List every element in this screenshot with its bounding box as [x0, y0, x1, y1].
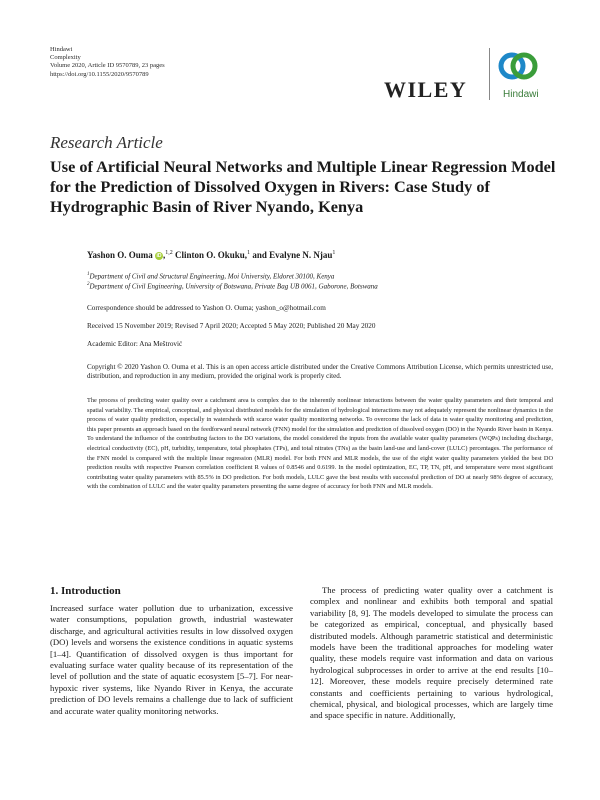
article-title: Use of Artificial Neural Networks and Multiple Linear Regression Model for the Prediction of Dissolved Oxygen in Rivers: Case Study of Hydrographic Basin of River Nyando, Kenya [50, 157, 556, 216]
orcid-icon[interactable]: iD [156, 253, 162, 259]
affiliation-sup: 2 [87, 282, 90, 287]
academic-editor: Academic Editor: Ana Meštrović [87, 340, 183, 348]
copyright-notice: Copyright © 2020 Yashon O. Ouma et al. This is an open access article distributed under the Creative Commons Attribution License, which permits unrestricted use, distribution, and reproduction in any medium, provided the original work is properly cited. [87, 363, 553, 381]
correspondence: Correspondence should be addressed to Yashon O. Ouma; yashon_o@hotmail.com [87, 304, 326, 312]
affiliation-text: Department of Civil Engineering, University of Botswana, Private Bag UB 0061, Gaborone, Botswana [89, 282, 378, 291]
affiliation [87, 272, 334, 280]
author-name[interactable]: and Evalyne N. Njau [252, 250, 333, 260]
logo-divider [489, 48, 490, 100]
author-name[interactable]: Yashon O. Ouma [87, 250, 153, 260]
affiliation-text: Department of Civil and Structural Engineering, Moi University, Eldoret 30100, Kenya [89, 272, 335, 281]
author-sup: 1 [332, 250, 336, 256]
wiley-logo: WILEY [384, 77, 468, 102]
affiliation [87, 282, 378, 290]
article-dates: Received 15 November 2019; Revised 7 April 2020; Accepted 5 May 2020; Published 20 May 2020 [87, 322, 376, 330]
journal-name: Complexity [50, 54, 81, 62]
affiliation-sup: 1 [87, 272, 90, 277]
article-type: Research Article [50, 133, 163, 152]
author-sup: 1,2 [165, 250, 173, 256]
hindawi-logo-text: Hindawi [503, 89, 539, 100]
publisher-name: Hindawi [50, 46, 73, 53]
body-column-left: Increased surface water pollution due to urbanization, excessive water consumptions, population growth, industrial wastewater discharge, and agricultural activities results in low dissolved oxygen (DO) levels and worsens the existence conditions in aquatic systems [1–4]. Quantification of dissolved oxygen is thus important for evaluating surface water quality because of its representation of the level of pollution and the state of aquatic ecosystem [5–7]. For near-hypoxic river systems, like Nyando River in Kenya, the accurate prediction of DO levels remains a challenge due to lack of sufficient and accurate water quality monitoring networks. [50, 603, 293, 716]
author-list: Yashon O. Ouma iD ,$^{1,2}$ Clinton O. Okuku,$^1$ and Evalyne N. Njau$^1$ [87, 250, 336, 260]
volume-line: Volume 2020, Article ID 9570789, 23 pages [50, 62, 165, 70]
author-name[interactable]: Clinton O. Okuku, [175, 250, 248, 260]
journal-meta [50, 46, 165, 79]
author-sup: 1 [247, 250, 251, 256]
hindawi-logo-icon [497, 50, 539, 88]
section-heading: 1. Introduction [50, 585, 121, 597]
abstract: The process of predicting water quality over a catchment area is complex due to the inherently nonlinear interactions between the water quality parameters and their temporal and spatial variability. The empirical, conceptual, and physical distributed models for the simulation of hydrological interactions may not adequately represent the nonlinear dynamics in the process of water quality prediction, especially in watersheds with scarce water quality monitoring networks. To overcome the lack of data in water quality monitoring and prediction, this paper presents an approach based on the feedforward neural network (FNN) model for the simulation and prediction of dissolved oxygen (DO) in the Nyando River basin in Kenya. To understand the influence of the contributing factors to the DO variations, the model considered the inputs from the available water quality parameters (WQPs) including discharge, electrical conductivity (EC), pH, turbidity, temperature, total phosphates (TPs), and total nitrates (TNs) as the basin land-use and land-cover (LULC) percentages. The performance of the FNN model is compared with the multiple linear regression (MLR) model. For both FNN and MLR models, the use of the eight water quality parameters yielded the best DO prediction results with respective Pearson correlation coefficient R values of 0.8546 and 0.6199. In the model optimization, EC, TP, TN, pH, and temperature were most significant contributing water quality parameters with 85.5% in DO prediction. For both models, LULC gave the best results with successful prediction of DO at nearly 98% degree of accuracy, with the combination of LULC and the water quality parameters presenting the same degree of accuracy for both FNN and MLR models. [87, 397, 553, 491]
body-column-right: The process of predicting water quality over a catchment is complex and nonlinear and exhibits both temporal and spatial variability [8, 9]. The models developed to simulate the process can be categorized as empirical, conceptual, and physically based distributed models. Although parametric statistical and deterministic models have been the traditional approaches for modeling water quality, these models require vast information and data on various hydrological subprocesses in order to arrive at the end results [10–12]. Moreover, these models require precisely determined rate constants and coefficients pertaining to various hydrological, chemical, physical, and biological processes, which are largely time and space specific in nature. Additionally, [310, 585, 553, 721]
doi-link[interactable]: https://doi.org/10.1155/2020/9570789 [50, 70, 149, 78]
